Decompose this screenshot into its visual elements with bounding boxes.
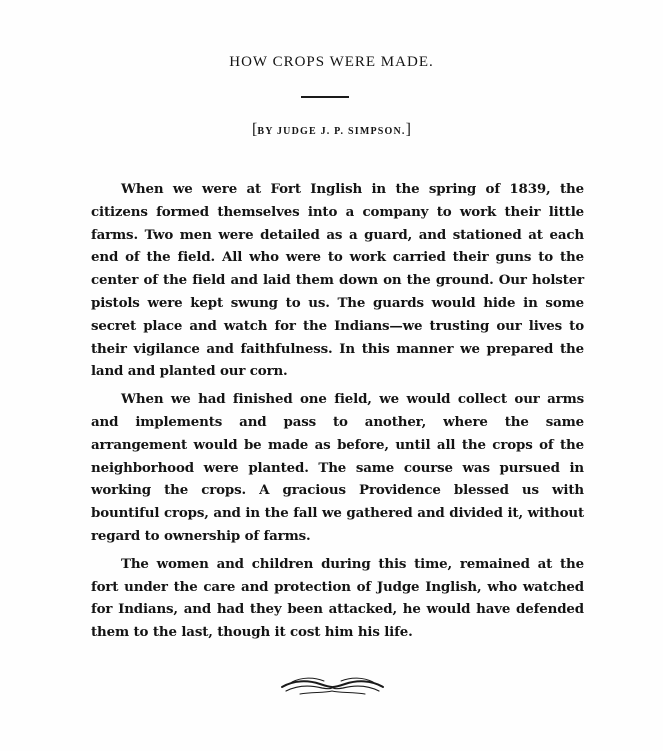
article-title: HOW CROPS WERE MADE. (229, 54, 434, 70)
flourish-ornament-icon (280, 672, 385, 700)
byline (0, 120, 663, 142)
paragraph-2: When we had finished one field, we would collect our arms and implements and pass to another, where the same arrangement would be made as before, until all the crops of the neighborhood were planted. The same course was pursued in working the crops. A gracious Providence blessed us with bountiful crops, and in the fall we gathered and divided it, without regard to ownership of farms. (91, 391, 584, 544)
byline-close-bracket: ] (405, 121, 411, 138)
byline-text: BY JUDGE J. P. SIMPSON. (257, 126, 406, 137)
article-body (91, 178, 584, 649)
paragraph-3: The women and children during this time, remained at the fort under the care and protection of Judge Inglish, who watched for Indians, and had they been attacked, he would have defended them to the last, though it cost him his life. (91, 555, 584, 641)
byline-open-bracket: [ (252, 121, 258, 138)
title-divider (301, 96, 349, 98)
paragraph-1: When we were at Fort Inglish in the spring of 1839, the citizens formed themselves into a company to work their little farms. Two men were detailed as a guard, and stationed at each end of the field. All who were to work carried their guns to the center of the field and laid them down on the ground. Our holster pistols were kept swung to us. The guards would hide in some secret place and watch for the Indians—we trusting our lives to their vigilance and faithfulness. In this manner we prepared the land and planted our corn. (91, 181, 584, 380)
